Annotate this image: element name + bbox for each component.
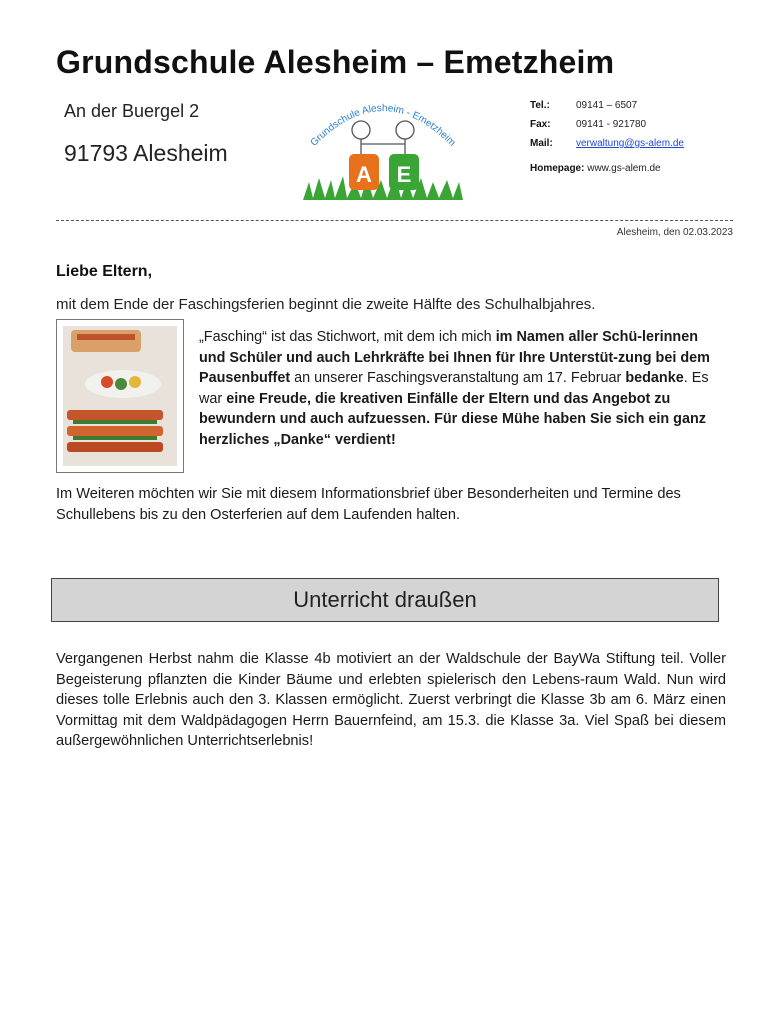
svg-text:Grundschule Alesheim - Emetzhe [309,103,458,149]
outdoor-lesson-paragraph: Vergangenen Herbst nahm die Klasse 4b motiviert an der Waldschule der BayWa Stiftung teil. Voller Begeisterung pflanzten die Kinder Bäume und erlebten spielerisch den Lebens-raum Wald. Nun wird dieses tolle Erlebnis auch den 3. Klassen ermöglicht. Zuerst verbringt die Klasse 3b am 6. März einen Vormittag mit dem Waldpädagogen Herrn Bauernfeind, am 15.3. die Klasse 3a. Viel Spaß bei diesem außergewöhnlichen Unterrichtserlebnis! [56,651,726,749]
logo-arc-text: Grundschule Alesheim - Emetzheim [308,102,458,149]
homepage-value[interactable]: www.gs-alem.de [587,163,661,174]
homepage-line [530,163,661,174]
school-street: An der Buergel 2 [64,101,200,121]
mail-label: Mail: [530,138,553,149]
logo-letter-e: E [396,162,412,187]
school-name: Grundschule Alesheim – Emetzheim [56,44,615,80]
tel-label: Tel.: [530,100,550,111]
school-logo-graphic [303,90,463,202]
grass-graphic [303,176,463,200]
homepage-label: Homepage: [530,163,588,174]
figure-head-left [352,121,370,139]
greeting: Liebe Eltern, [56,263,153,280]
figure-head-right [396,121,414,139]
school-logo [303,90,463,202]
school-city: 91793 Alesheim [64,140,228,166]
intro-text: mit dem Ende der Faschingsferien beginnt die zweite Hälfte des Schulhalbjahres. [56,296,596,313]
section-title: Unterricht draußen [293,587,477,612]
buffet-photo-graphic [63,326,177,466]
mail-link[interactable]: verwaltung@gs-alem.de [576,138,684,149]
thanks-paragraph: „Fasching“ ist das Stichwort, mit dem ich mich im Namen aller Schü-lerinnen und Schüler und auch Lehrkräfte bei Ihnen für Ihre Unterstüt-zung bei dem Pausenbuffet an unserer Faschingsveranstaltung am 17. Februar bedanke. Es war eine Freude, die kreativen Einfälle der Eltern und das Angebot zu bewundern und auch aufzuessen. Für diese Mühe haben Sie sich ein ganz herzliches „Danke“ verdient! [199,329,710,448]
section-header-box [51,578,719,622]
fax-label: Fax: [530,119,551,130]
header-divider [56,220,733,221]
logo-letter-a: A [356,162,372,187]
buffet-photo [56,319,184,473]
tel-value: 09141 – 6507 [576,100,638,111]
letter-date: Alesheim, den 02.03.2023 [616,227,733,238]
fax-value: 09141 - 921780 [576,119,647,130]
info-paragraph: Im Weiteren möchten wir Sie mit diesem Informationsbrief über Besonderheiten und Termine des Schullebens bis zu den Osterferien auf dem Laufenden halten. [56,486,681,523]
